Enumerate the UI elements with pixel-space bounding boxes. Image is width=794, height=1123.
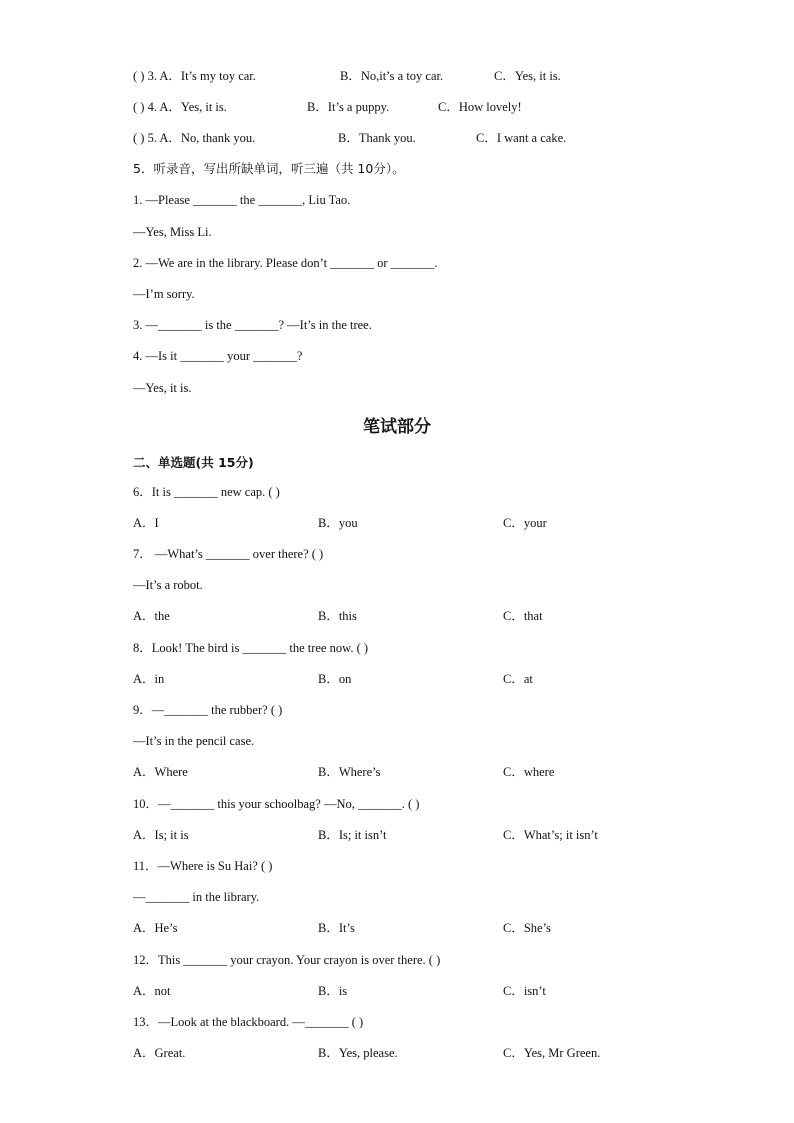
fill-line-5: 3. —_______ is the _______? —It’s in the tree. (133, 318, 372, 332)
section-title: 二、单选题(共 15分) (133, 455, 254, 470)
option-a: A．Is; it is (133, 828, 189, 842)
question-extra: —_______ in the library. (133, 890, 260, 904)
question-5: ( ) 5. A．No, thank you. (133, 131, 256, 145)
option-a: A．I (133, 516, 159, 530)
question-stem: 8．Look! The bird is _______ the tree now. ( ) (133, 641, 369, 655)
option-a: A．Great. (133, 1046, 186, 1060)
option-a: A．in (133, 672, 165, 686)
option-c: C．isn’t (503, 984, 546, 998)
question-stem: 9．—_______ the rubber? ( ) (133, 703, 283, 717)
option-c: C．that (503, 609, 543, 623)
option-b: B．on (318, 672, 352, 686)
question-stem: 10．—_______ this your schoolbag? —No, _______. ( ) (133, 797, 420, 811)
option-c: C．your (503, 516, 547, 530)
fill-line-2: —Yes, Miss Li. (133, 225, 212, 239)
question-stem: 7． —What’s _______ over there? ( ) (133, 547, 324, 561)
option-b: B．Where’s (318, 765, 381, 779)
section5-title: 5．听录音，写出所缺单词，听三遍（共 10分）。 (133, 161, 405, 176)
question-extra: —It’s in the pencil case. (133, 734, 255, 748)
fill-line-1: 1. —Please _______ the _______, Liu Tao. (133, 193, 351, 207)
option-b: B．It’s (318, 921, 355, 935)
option-b: B．this (318, 609, 357, 623)
question-stem: 13．—Look at the blackboard. —_______ ( ) (133, 1015, 364, 1029)
option-c: C．I want a cake. (476, 131, 567, 145)
question-stem: 12．This _______ your crayon. Your crayon is over there. ( ) (133, 953, 441, 967)
question-extra: —It’s a robot. (133, 578, 203, 592)
option-b: B．Is; it isn’t (318, 828, 387, 842)
option-c: C．What’s; it isn’t (503, 828, 598, 842)
question-4: ( ) 4. A．Yes, it is. (133, 100, 227, 114)
option-c: C．Yes, it is. (494, 69, 561, 83)
option-a: A．not (133, 984, 171, 998)
question-stem: 11．—Where is Su Hai? ( ) (133, 859, 273, 873)
fill-line-3: 2. —We are in the library. Please don’t _______ or _______. (133, 256, 438, 270)
option-c: C．How lovely! (438, 100, 522, 114)
option-c: C．Yes, Mr Green. (503, 1046, 601, 1060)
option-b: B．No,it’s a toy car. (340, 69, 444, 83)
option-a: A．He’s (133, 921, 178, 935)
option-b: B．is (318, 984, 348, 998)
fill-line-6: 4. —Is it _______ your _______? (133, 349, 303, 363)
option-b: B．Thank you. (338, 131, 416, 145)
question-3: ( ) 3. A．It’s my toy car. (133, 69, 256, 83)
option-c: C．She’s (503, 921, 551, 935)
option-b: B．you (318, 516, 358, 530)
fill-line-4: —I’m sorry. (133, 287, 195, 301)
option-c: C．where (503, 765, 555, 779)
written-part-title: 笔试部分 (363, 417, 431, 437)
option-a: A．the (133, 609, 170, 623)
option-b: B．Yes, please. (318, 1046, 398, 1060)
question-stem: 6．It is _______ new cap. ( ) (133, 485, 280, 499)
fill-line-7: —Yes, it is. (133, 381, 192, 395)
option-c: C．at (503, 672, 533, 686)
option-b: B．It’s a puppy. (307, 100, 390, 114)
option-a: A．Where (133, 765, 188, 779)
